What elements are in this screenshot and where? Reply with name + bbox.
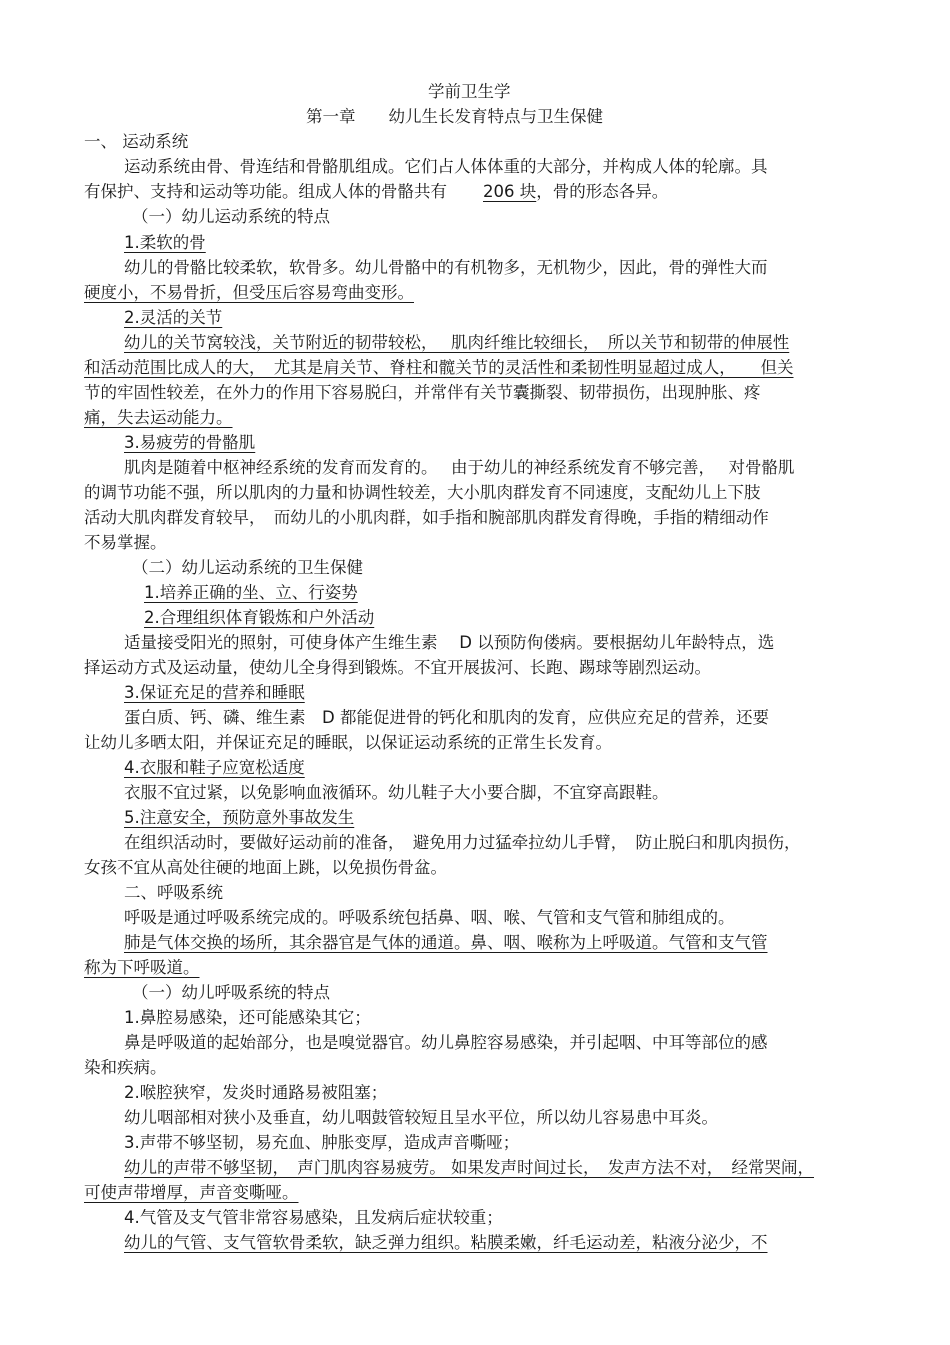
paragraph-line: 不易掌握。: [84, 533, 167, 552]
paragraph-text: ，骨的形态各异。: [536, 182, 669, 201]
paragraph-line: 幼儿的气管、支气管软骨柔软，缺乏弹力组织。粘膜柔嫩，纤毛运动差，粘液分泌少，不: [124, 1233, 768, 1252]
paragraph-text: 有保护、支持和运动等功能。组成人体的骨骼共有: [84, 182, 447, 201]
paragraph-line: 幼儿的声带不够坚韧， 声门肌肉容易疲劳。 如果发声时间过长， 发声方法不对， 经常哭闹，: [124, 1158, 814, 1177]
paragraph-line: 女孩不宜从高处往硬的地面上跳，以免损伤骨盆。: [84, 858, 447, 877]
paragraph-line: 幼儿咽部相对狭小及垂直，幼儿咽鼓管较短且呈水平位，所以幼儿容易患中耳炎。: [124, 1108, 718, 1127]
paragraph-line: [84, 180, 668, 204]
paragraph-line: 运动系统由骨、骨连结和骨骼肌组成。它们占人体体重的大部分，并构成人体的轮廓。具: [124, 157, 768, 176]
paragraph-line: 染和疾病。: [84, 1058, 167, 1077]
paragraph-line: 痛，失去运动能力。: [84, 408, 233, 427]
paragraph-line: 幼儿的关节窝较浅，关节附近的韧带较松， 肌肉纤维比较细长， 所以关节和韧带的伸展性: [124, 333, 790, 352]
paragraph-line: 称为下呼吸道。: [84, 958, 200, 977]
paragraph-line: 的调节功能不强，所以肌肉的力量和协调性较差，大小肌肉群发育不同速度，支配幼儿上下肢: [84, 483, 761, 502]
section-heading-respiratory: 二、呼吸系统: [124, 883, 223, 902]
point-heading: 2.灵活的关节: [124, 308, 223, 327]
paragraph-line: 在组织活动时，要做好运动前的准备， 避免用力过猛牵拉幼儿手臂， 防止脱臼和肌肉损伤，: [124, 833, 801, 852]
point-heading: 4.气管及支气管非常容易感染，且发病后症状较重；: [124, 1208, 503, 1227]
point-heading: 3.声带不够坚韧，易充血、肿胀变厚，造成声音嘶哑；: [124, 1133, 520, 1152]
paragraph-line: 幼儿的骨骼比较柔软，软骨多。幼儿骨骼中的有机物多，无机物少，因此，骨的弹性大而: [124, 258, 768, 277]
paragraph-line: 让幼儿多晒太阳，并保证充足的睡眠，以保证运动系统的正常生长发育。: [84, 733, 612, 752]
point-heading: 2.合理组织体育锻炼和户外活动: [144, 608, 375, 627]
paragraph-line: 硬度小，不易骨折，但受压后容易弯曲变形。: [84, 283, 414, 302]
section-heading-motor: 一、 运动系统: [84, 132, 189, 151]
paragraph-line: 择运动方式及运动量，使幼儿全身得到锻炼。不宜开展拔河、长跑、踢球等剧烈运动。: [84, 658, 711, 677]
point-heading: 1.柔软的骨: [124, 233, 206, 252]
paragraph-line: 和活动范围比成人的大， 尤其是肩关节、脊柱和髋关节的灵活性和柔韧性明显超过成人， 但关: [84, 358, 794, 377]
point-heading: 3.易疲劳的骨骼肌: [124, 433, 256, 452]
point-heading: 3.保证充足的营养和睡眠: [124, 683, 305, 702]
point-heading: 2.喉腔狭窄，发炎时通路易被阻塞；: [124, 1083, 388, 1102]
document-title: 学前卫生学: [428, 82, 511, 101]
subsection-heading: （一）幼儿运动系统的特点: [132, 207, 330, 226]
point-heading: 1.培养正确的坐、立、行姿势: [144, 583, 358, 602]
paragraph-line: 蛋白质、钙、磷、维生素 D 都能促进骨的钙化和肌肉的发育，应供应充足的营养，还要: [124, 708, 769, 727]
paragraph-line: 呼吸是通过呼吸系统完成的。呼吸系统包括鼻、咽、喉、气管和支气管和肺组成的。: [124, 908, 735, 927]
paragraph-line: 鼻是呼吸道的起始部分，也是嗅觉器官。幼儿鼻腔容易感染，并引起咽、中耳等部位的感: [124, 1033, 768, 1052]
paragraph-line: 活动大肌肉群发育较早， 而幼儿的小肌肉群，如手指和腕部肌肉群发育得晚，手指的精细动作: [84, 508, 769, 527]
subsection-heading: （二）幼儿运动系统的卫生保健: [132, 558, 363, 577]
paragraph-line: 肺是气体交换的场所，其余器官是气体的通道。鼻、咽、喉称为上呼吸道。气管和支气管: [124, 933, 768, 952]
point-heading: 5.注意安全，预防意外事故发生: [124, 808, 355, 827]
point-heading: 1.鼻腔易感染，还可能感染其它；: [124, 1008, 371, 1027]
subsection-heading: （一）幼儿呼吸系统的特点: [132, 983, 330, 1002]
paragraph-line: 节的牢固性较差，在外力的作用下容易脱臼，并常伴有关节囊撕裂、韧带损伤，出现肿胀、疼: [84, 383, 761, 402]
paragraph-line: 可使声带增厚，声音变嘶哑。: [84, 1183, 299, 1202]
paragraph-line: 适量接受阳光的照射，可使身体产生维生素 D 以预防佝偻病。要根据幼儿年龄特点，选: [124, 633, 775, 652]
chapter-title: 第一章 幼儿生长发育特点与卫生保健: [306, 107, 603, 126]
paragraph-line: 肌肉是随着中枢神经系统的发育而发育的。 由于幼儿的神经系统发育不够完善， 对骨骼肌: [124, 458, 795, 477]
point-heading: 4.衣服和鞋子应宽松适度: [124, 758, 305, 777]
bone-count: 206 块: [483, 182, 537, 201]
paragraph-line: 衣服不宜过紧，以免影响血液循环。幼儿鞋子大小要合脚，不宜穿高跟鞋。: [124, 783, 669, 802]
